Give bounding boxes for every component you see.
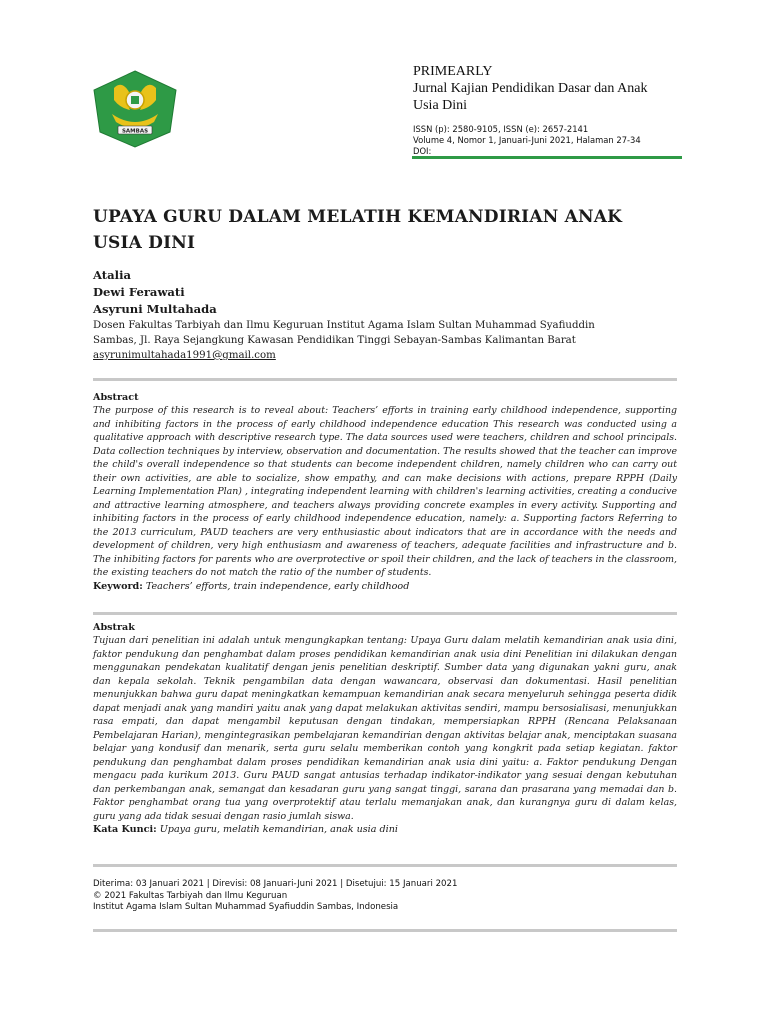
- journal-name: PRIMEARLY: [413, 64, 493, 79]
- keywords-text: Teachers’ efforts, train independence, early childhood: [145, 580, 410, 592]
- journal-subtitle-2: Usia Dini: [413, 98, 468, 113]
- paper-title-line-2: USIA DINI: [93, 233, 196, 253]
- author: Asyruni Multahada: [93, 302, 217, 316]
- abstrak-section: [93, 621, 677, 836]
- header-rule: [412, 156, 682, 159]
- paper-title: [93, 204, 693, 256]
- abstrak-heading: Abstrak: [93, 622, 135, 633]
- keywords: [93, 580, 677, 593]
- paper-title-line-1: UPAYA GURU DALAM MELATIH KEMANDIRIAN ANAK: [93, 207, 623, 227]
- affiliation-line-1: Dosen Fakultas Tarbiyah dan Ilmu Keguruan Institut Agama Islam Sultan Muhammad Syafiuddin: [93, 320, 595, 331]
- copyright: © 2021 Fakultas Tarbiyah dan Ilmu Keguruan: [93, 890, 288, 901]
- abstrak-text: Tujuan dari penelitian ini adalah untuk mengungkapkan tentang: Upaya Guru dalam melatih kemandirian anak usia dini, faktor pendukung dan penghambat dalam proses pendidikan kemandirian anak usia dini Penelitian ini dilakukan dengan menggunakan pendekatan kualitatif dengan jenis penelitian deskriptif. Sumber data yang digunakan yakni guru, anak dan kepala sekolah. Teknik pengambilan data dengan wawancara, observasi dan dokumentasi. Hasil penelitian menunjukkan bahwa guru dapat meningkatkan kemampuan kemandirian anak secara menyeluruh sehingga peserta didik dapat menjadi anak yang mandiri yaitu anak yang dapat melakukan aktivitas sendiri, mampu bersosialisasi, menunjukkan rasa empati, dan dapat mengambil keputusan dengan tindakan, mempersiapkan RPPH (Rencana Pelaksanaan Pembelajaran Harian), mengintegrasikan pembelajaran kemandirian dengan aktivitas belajar anak, menciptakan suasana belajar yang kondusif dan menarik, serta guru selalu memberikan contoh yang kongkrit pada setiap kegiatan. faktor pendukung dan penghambat dalam proses pendidikan kemandirian anak usia dini yaitu: a. Faktor pendukung Dengan mengacu pada kurikum 2013. Guru PAUD sangat antusias terhadap indikator-indikator yang sesuai dengan kebutuhan dan perkembangan anak, semangat dan kesadaran guru yang sangat tinggi, sarana dan prasarana yang memadai dan b. Faktor penghambat orang tua yang overprotektif atau terlalu memanjakan anak, dan kurangnya guru di dalam kelas, guru yang ada tidak sesuai dengan rasio jumlah siswa.: [93, 635, 677, 822]
- affiliation: [93, 318, 693, 363]
- issn: ISSN (p): 2580-9105, ISSN (e): 2657-2141: [413, 124, 589, 134]
- article-footer: [93, 879, 677, 914]
- kata-kunci: [93, 823, 677, 836]
- affiliation-line-2: Sambas, Jl. Raya Sejangkung Kawasan Pendidikan Tinggi Sebayan-Sambas Kalimantan Barat: [93, 335, 576, 346]
- divider: [93, 864, 677, 867]
- divider: [93, 378, 677, 381]
- journal-subtitle-1: Jurnal Kajian Pendidikan Dasar dan Anak: [413, 81, 648, 96]
- doi: DOI:: [413, 146, 432, 156]
- submission-dates: Diterima: 03 Januari 2021 | Direvisi: 08 Januari-Juni 2021 | Disetujui: 15 Januari 2021: [93, 879, 458, 889]
- author-list: [93, 267, 693, 318]
- journal-header: [413, 64, 703, 157]
- author: Atalia: [93, 268, 131, 282]
- abstract-text: The purpose of this research is to reveal about: Teachers’ efforts in training early childhood independence, supporting and inhibiting factors in the process of early childhood independence education This research was conducted using a qualitative approach with descriptive research type. The data sources used were teachers, children and school principals. Data collection techniques by interview, observation and documentation. The results showed that the teacher can improve the child's overall independence so that students can become independent children, namely children who can carry out their own activities, are able to socialize, show empathy, and can make decisions with actions, prepare RPPH (Daily Learning Implementation Plan) , integrating independent learning with children's learning activities, creating a conducive and attractive learning atmosphere, and teachers always providing concrete examples in every activity. Supporting and inhibiting factors in the process of early childhood independence education, namely: a. Supporting factors Referring to the 2013 curriculum, PAUD teachers are very enthusiastic about indicators that are in accordance with the needs and development of children, very high enthusiasm and awareness of teachers, adequate facilities and infrastructure and b. The inhibiting factors for parents who are overprotective or spoil their children, and the lack of teachers in the classroom, the existing teachers do not match the ratio of the number of students.: [93, 405, 677, 578]
- volume-info: Volume 4, Nomor 1, Januari-Juni 2021, Halaman 27-34: [413, 135, 641, 145]
- divider: [93, 929, 677, 932]
- keywords-label: Keyword:: [93, 580, 143, 592]
- author-email-link[interactable]: asyrunimultahada1991@gmail.com: [93, 350, 276, 361]
- kata-kunci-text: Upaya guru, melatih kemandirian, anak usia dini: [159, 824, 398, 835]
- logo-label: SAMBAS: [121, 128, 149, 135]
- divider: [93, 612, 677, 615]
- institution: Institut Agama Islam Sultan Muhammad Syafiuddin Sambas, Indonesia: [93, 902, 399, 912]
- university-logo: [92, 70, 178, 148]
- abstract-heading: Abstract: [93, 392, 139, 403]
- journal-meta: [413, 124, 703, 157]
- abstract-section: [93, 391, 677, 593]
- author: Dewi Ferawati: [93, 285, 185, 299]
- kata-kunci-label: Kata Kunci:: [93, 824, 157, 835]
